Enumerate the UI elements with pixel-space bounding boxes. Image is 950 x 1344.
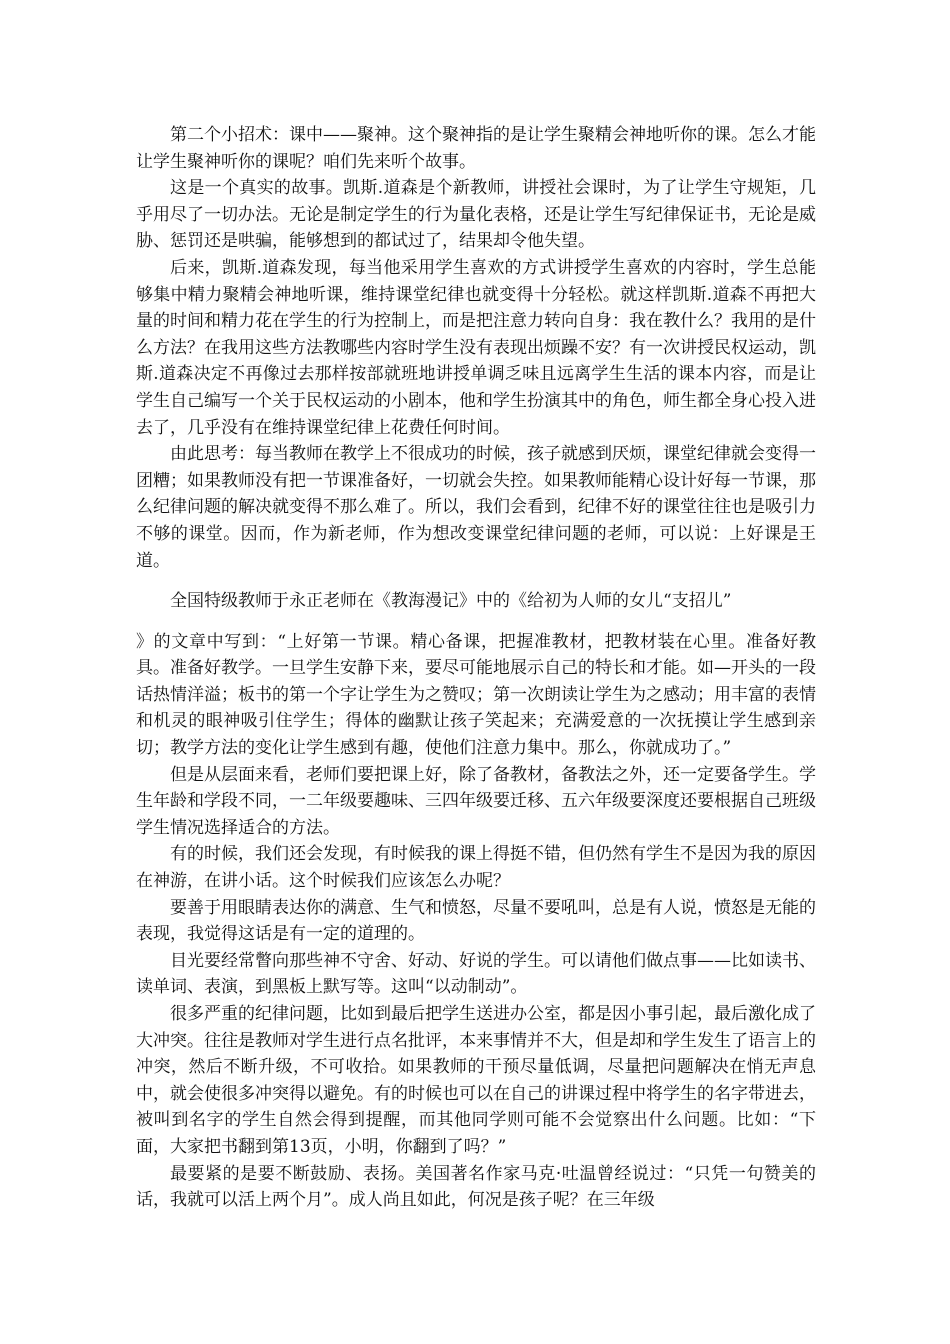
paragraph-7: 但是从层面来看，老师们要把课上好，除了备教材，备教法之外，还一定要备学生。学生年龄和学段不同，一二年级要趣味、三四年级要迁移、五六年级要深度还要根据自己班级学生情况选择适合的方法。 bbox=[136, 764, 816, 838]
document-body bbox=[136, 122, 816, 1214]
paragraph-8: 有的时候，我们还会发现，有时候我的课上得挺不错，但仍然有学生不是因为我的原因在神游，在讲小话。这个时候我们应该怎么办呢？ bbox=[136, 844, 816, 892]
paragraph-5: 全国特级教师于永正老师在《教海漫记》中的《给初为人师的女儿“支招儿” bbox=[170, 591, 732, 612]
paragraph-2: 这是一个真实的故事。凯斯.道森是个新教师，讲授社会课时，为了让学生守规矩，几乎用尽了一切办法。无论是制定学生的行为量化表格，还是让学生写纪律保证书，无论是威胁、惩罚还是哄骗，能够想到的都试过了，结果却令他失望。 bbox=[136, 178, 816, 252]
paragraph-1: 第二个小招术：课中——聚神。这个聚神指的是让学生聚精会神地听你的课。怎么才能让学生聚神听你的课呢？咱们先来听个故事。 bbox=[136, 125, 816, 172]
paragraph-3: 后来，凯斯.道森发现，每当他采用学生喜欢的方式讲授学生喜欢的内容时，学生总能够集中精力聚精会神地听课，维持课堂纪律也就变得十分轻松。就这样凯斯.道森不再把大量的时间和精力花在学生的行为控制上，而是把注意力转向自身：我在教什么？我用的是什么方法？在我用这些方法教哪些内容时学生没有表现出烦躁不安？有一次讲授民权运动，凯斯.道森决定不再像过去那样按部就班地讲授单调乏味且远离学生生活的课本内容，而是让学生自己编写一个关于民权运动的小剧本，他和学生扮演其中的角色，师生都全身心投入进去了，几乎没有在维持课堂纪律上花费任何时间。 bbox=[136, 257, 816, 438]
paragraph-9: 要善于用眼睛表达你的满意、生气和愤怒，尽量不要吼叫，总是有人说，愤怒是无能的表现，我觉得这话是有一定的道理的。 bbox=[136, 897, 816, 945]
paragraph-11: 很多严重的纪律问题，比如到最后把学生送进办公室，都是因小事引起，最后激化成了大冲突。往往是教师对学生进行点名批评，本来事情并不大，但是却和学生发生了语言上的冲突，然后不断升级，不可收拾。如果教师的干预尽量低调，尽量把问题解决在悄无声息中，就会使很多冲突得以避免。有的时候也可以在自己的讲课过程中将学生的名字带进去，被叫到名字的学生自然会得到提醒，而其他同学则可能不会觉察出什么问题。比如：“下面，大家把书翻到第13页，小明，你翻到了吗？” bbox=[136, 1004, 816, 1157]
paragraph-10: 目光要经常瞥向那些神不守舍、好动、好说的学生。可以请他们做点事——比如读书、读单词、表演，到黑板上默写等。这叫“以动制动”。 bbox=[136, 950, 816, 998]
paragraph-12: 最要紧的是要不断鼓励、表扬。美国著名作家马克·吐温曾经说过：“只凭一句赞美的话，我就可以活上两个月”。成人尚且如此，何况是孩子呢？在三年级 bbox=[136, 1163, 816, 1211]
paragraph-6: 》的文章中写到：“上好第一节课。精心备课，把握准教材，把教材装在心里。准备好教具。准备好教学。一旦学生安静下来，要尽可能地展示自己的特长和才能。如—开头的一段话热情洋溢；板书的第一个字让学生为之赞叹；第一次朗读让学生为之感动；用丰富的表情和机灵的眼神吸引住学生；得体的幽默让孩子笑起来；充满爱意的一次抚摸让学生感到亲切；教学方法的变化让学生感到有趣，使他们注意力集中。那么，你就成功了。” bbox=[136, 631, 816, 759]
paragraph-4: 由此思考：每当教师在教学上不很成功的时候，孩子就感到厌烦，课堂纪律就会变得一团糟；如果教师没有把一节课准备好，一切就会失控。如果教师能精心设计好每一节课，那么纪律问题的解决就变得不那么难了。所以，我们会看到，纪律不好的课堂往往也是吸引力不够的课堂。因而，作为新老师，作为想改变课堂纪律问题的老师，可以说：上好课是王道。 bbox=[136, 444, 816, 571]
